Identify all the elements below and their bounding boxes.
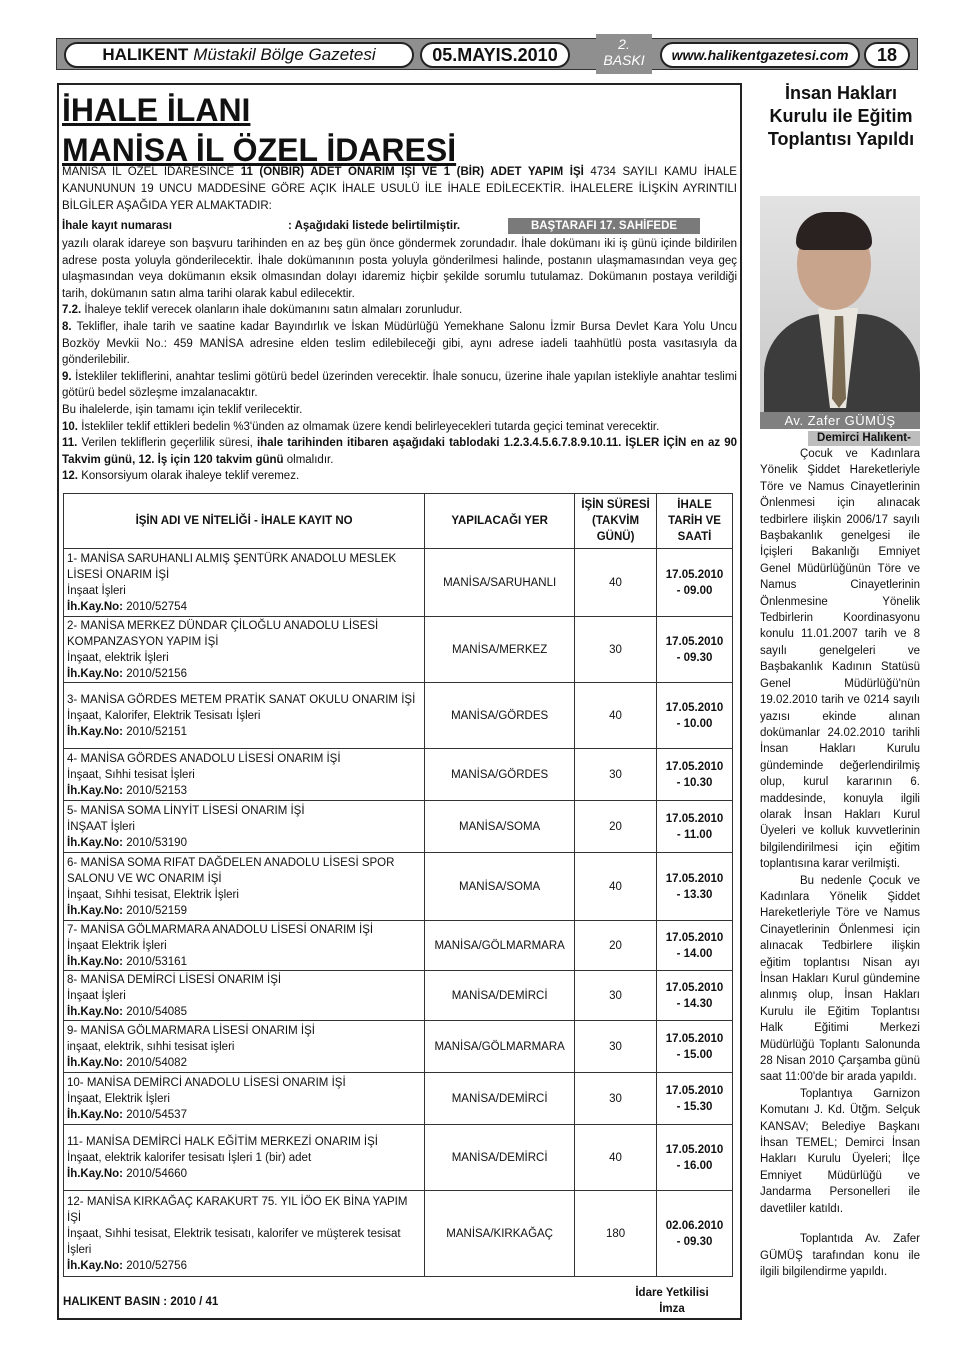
tender-date: 17.05.2010 [665,701,724,714]
job-type: İnşaat, Sıhhi tesisat, Elektrik İşleri [67,888,239,901]
kayit-value: : Aşağıdaki listede belirtilmiştir. [288,220,461,232]
photo-hair [796,212,872,250]
job-name: MANİSA SARUHANLI ALMIŞ ŞENTÜRK ANADOLU MESLEK LİSESİ ONARIM İŞİ [67,552,397,581]
job-duration: 30 [575,1021,657,1073]
edition-badge [596,34,652,74]
job-date-cell [657,1021,733,1073]
job-cell [64,1191,425,1277]
clause-text: İstekliler teklif ettikleri bedelin %3'ünden az olmamak üzere kendi belirleyecekleri tutarda geçici teminat verecektir. [78,420,660,433]
job-date-cell [657,853,733,921]
clause-text: İstekliler tekliflerini, anahtar teslimi götürü bedel üzerinden verecektir. İhale sonucu, üzerine ihale yapılan istekliyle anahtar teslimi götürü bedel sözleşme imzalanacaktır. [62,370,737,400]
job-place: MANİSA/GÖRDES [425,683,575,749]
body-p8 [62,468,737,485]
kayit-no: 2010/54082 [126,1056,187,1069]
job-cell [64,749,425,801]
table-header-row [64,494,733,549]
clause-text: Konsorsiyum olarak ihaleye teklif veremez. [78,470,300,483]
kayit-no-label: İh.Kay.No: [67,904,124,917]
tender-time: - 09.00 [676,584,713,597]
kayit-no: 2010/54660 [126,1167,187,1180]
job-place: MANİSA/DEMİRCİ [425,971,575,1021]
job-number: 10- [67,1076,84,1089]
tender-time: - 09.30 [676,651,713,664]
intro-a: MANİSA İL ÖZEL İDARESİNCE [62,166,241,178]
kayit-no-label: İh.Kay.No: [67,667,124,680]
table-row [64,971,733,1021]
job-duration: 20 [575,801,657,853]
job-type: İnşaat, Elektrik İşleri [67,1092,170,1105]
job-duration: 30 [575,1073,657,1125]
paper-name-bold: HALIKENT [102,45,189,64]
job-number: 2- [67,619,78,632]
clause-text: olmalıdır. [283,453,334,466]
kayit-no-label: İh.Kay.No: [67,1108,124,1121]
job-number: 4- [67,752,78,765]
tender-date: 17.05.2010 [665,1032,724,1045]
kayit-no: 2010/52756 [126,1259,187,1272]
job-number: 8- [67,973,78,986]
job-cell [64,1073,425,1125]
article-p1: Çocuk ve Kadınlara Yönelik Şiddet Hareketleriyle Töre ve Namus Cinayetlerinin Önlenmesi için alınacak tedbirlere ilişkin 2006/17 sayılı Başbakanlık genelgesi ile İçişleri Bakanlığı Emniyet Genel Müdürlüğünün Töre ve Namus Cinayetlerinin Önlenmesine Yönelik Tedbirlerin Koordinasyonu konulu 11.01.2007 tarih ve 8 sayılı genelgeleri ve Başbakanlık Kadının Statüsü Genel Müdürlüğü'nün 19.02.2010 tarih ve 0214 sayılı yazısı ekinde alınan dokümanlar 24.02.2010 tarihli İnsan Hakları Kurulu gündeminde değerlendirilmiş olup, kurul kararının 6. maddesinde, konuyla ilgili olarak İnsan Hakları Kurul Üyeleri ve kolluk kuvvetlerinin bilgilendirilmesi için eğitim toplantısına karar verilmişti. [760,448,920,871]
signature-label: İmza [659,1303,685,1315]
job-place: MANİSA/GÖRDES [425,749,575,801]
tender-date: 17.05.2010 [665,568,724,581]
job-duration: 30 [575,749,657,801]
body-p5: Bu ihalelerde, işin tamamı için teklif verilecektir. [62,403,303,416]
kayit-no-label: İh.Kay.No: [67,836,124,849]
job-type: inşaat, elektrik, sıhhi tesisat işleri [67,1040,235,1053]
job-place: MANİSA/DEMİRCİ [425,1125,575,1191]
job-cell [64,853,425,921]
kayit-no-label: İh.Kay.No: [67,1259,124,1272]
tender-date: 17.05.2010 [665,760,724,773]
article-headline: İnsan Hakları Kurulu ile Eğitim Toplantısı Yapıldı [767,83,915,149]
clause-num: 11. [62,437,78,450]
announcement-title [62,90,456,170]
website-url: www.halikentgazetesi.com [660,42,860,68]
col-header-name: İŞİN ADI VE NİTELİĞİ - İHALE KAYIT NO [64,494,425,549]
job-cell [64,1021,425,1073]
job-date-cell [657,549,733,617]
tender-date: 17.05.2010 [665,981,724,994]
clause-bold: ihale tarihinden itibaren aşağıdaki tablodaki 1.2.3.4.5.6.7.8.9.10.11. İŞLER İÇİN en az 90 Takvim günü, 12. İş için 120 takvim günü [62,437,737,466]
edition-label: BASKI [603,52,645,68]
portrait-photo [760,196,920,414]
tender-date: 17.05.2010 [665,931,724,944]
kayit-no: 2010/52153 [126,784,187,797]
tender-date: 02.06.2010 [665,1219,724,1232]
tender-table [63,493,733,1277]
kayit-no-label: İh.Kay.No: [67,1056,124,1069]
announcement-body [62,236,737,485]
job-type: İnşaat, Kalorifer, Elektrik Tesisatı İşleri [67,709,261,722]
job-type: İnşaat Elektrik İşleri [67,939,167,952]
tender-date: 17.05.2010 [665,635,724,648]
job-name: MANİSA GÖLMARMARA LİSESİ ONARIM İŞİ [80,1024,315,1037]
clause-text: Teklifler, ihale tarih ve saatine kadar Bayındırlık ve İskan Müdürlüğü Yemekhane Salonu İzmir Bursa Devlet Kara Yolu Uncu Bozköy Mevkii No.: 459 MANİSA adresine elden teslim edilebileceği gibi, aynı adrese iadeli taahhütlü posta vasıtasıyla da gönderilebilir. [62,320,737,367]
job-date-cell [657,801,733,853]
kayit-no-label: İh.Kay.No: [67,725,124,738]
job-number: 5- [67,804,78,817]
clause-num: 12. [62,470,78,483]
job-cell [64,971,425,1021]
clause-text: Verilen tekliflerin geçerlilik süresi, [77,437,257,450]
press-reference: HALIKENT BASIN : 2010 / 41 [63,1296,219,1308]
tender-time: - 16.00 [676,1159,713,1172]
job-name: MANİSA GÖRDES METEM PRATİK SANAT OKULU ONARIM İŞİ [80,693,416,706]
job-cell [64,921,425,971]
masthead [56,34,918,74]
job-duration: 40 [575,683,657,749]
kayit-no-label: İh.Kay.No: [67,1005,124,1018]
kayit-no: 2010/52754 [126,600,187,613]
tender-time: - 10.00 [676,717,713,730]
tender-time: - 14.00 [676,947,713,960]
tender-date: 17.05.2010 [665,1084,724,1097]
col-header-duration: İŞİN SÜRESİ (TAKVİM GÜNÜ) [575,494,657,549]
job-type: İNŞAAT İşleri [67,820,135,833]
kayit-label: İhale kayıt numarası [62,220,172,232]
tender-time: - 11.00 [676,828,713,841]
job-place: MANİSA/GÖLMARMARA [425,921,575,971]
body-p2 [62,302,737,319]
table-row [64,1021,733,1073]
kayit-no: 2010/52151 [126,725,187,738]
job-date-cell [657,921,733,971]
table-row [64,749,733,801]
kayit-no: 2010/53161 [126,955,187,968]
table-row [64,1125,733,1191]
job-place: MANİSA/SOMA [425,853,575,921]
job-type: İnşaat, elektrik İşleri [67,651,169,664]
job-name: MANİSA GÖRDES ANADOLU LİSESİ ONARIM İŞİ [80,752,341,765]
kayit-no-label: İh.Kay.No: [67,600,124,613]
job-cell [64,617,425,683]
tender-date: 17.05.2010 [665,812,724,825]
table-body [64,549,733,1277]
paper-name [64,42,414,68]
body-p7 [62,435,737,468]
tender-time: - 14.30 [676,997,713,1010]
col-header-date: İHALE TARİH VE SAATİ [657,494,733,549]
clause-text: İhaleye teklif verecek olanların ihale dokümanını satın almaları zorunludur. [81,304,463,317]
kayit-no-label: İh.Kay.No: [67,784,124,797]
job-place: MANİSA/KIRKAĞAÇ [425,1191,575,1277]
tender-time: - 10.30 [676,776,713,789]
table-row [64,1191,733,1277]
signature-block [620,1285,724,1317]
signature-title: İdare Yetkilisi [635,1287,709,1299]
clause-num: 10. [62,420,78,433]
article-p2: Bu nedenle Çocuk ve Kadınlara Yönelik Şiddet Hareketleriyle Töre ve Namus Cinayetlerinin Önlenmesi için alınacak Tedbirlere ilişkin eğitim toplantısı Nisan ayı İnsan Hakları Kurul gündemine alınmış olup, İnsan Hakları Kurulu ile Eğitim Toplantısı Halk Eğitimi Merkezi Müdürlüğü Toplantı Salonunda 28 Nisan 2010 Çarşamba günü saat 11:00'de bir arada yapıldı. [760,874,920,1084]
tender-time: - 15.00 [676,1048,713,1061]
job-place: MANİSA/GÖLMARMARA [425,1021,575,1073]
job-cell [64,549,425,617]
job-date-cell [657,1073,733,1125]
job-duration: 180 [575,1191,657,1277]
job-duration: 20 [575,921,657,971]
kayit-no-label: İh.Kay.No: [67,955,124,968]
kayit-no: 2010/52156 [126,667,187,680]
job-cell [64,683,425,749]
issue-date: 05.MAYIS.2010 [420,42,570,68]
kayit-no: 2010/52159 [126,904,187,917]
job-place: MANİSA/MERKEZ [425,617,575,683]
job-name: MANİSA MERKEZ DÜNDAR ÇİLOĞLU ANADOLU LİSESİ KOMPANZASYON YAPIM İŞİ [67,619,379,648]
job-cell [64,1125,425,1191]
job-duration: 40 [575,549,657,617]
tender-time: - 09.30 [676,1235,713,1248]
col-header-place: YAPILACAĞI YER [425,494,575,549]
job-type: İnşaat, Sıhhi tesisat, Elektrik tesisatı, kalorifer ve müşterek tesisat İşleri [67,1227,401,1256]
job-type: İnşaat, Sıhhi tesisat İşleri [67,768,195,781]
job-place: MANİSA/SOMA [425,801,575,853]
job-type: İnşaat İşleri [67,989,126,1002]
job-duration: 30 [575,971,657,1021]
table-row [64,1073,733,1125]
clause-num: 8. [62,320,72,333]
kayit-no: 2010/54537 [126,1108,187,1121]
job-date-cell [657,971,733,1021]
body-p3 [62,319,737,369]
job-type: İnşaat, elektrik kalorifer tesisatı İşleri 1 (bir) adet [67,1151,312,1164]
paper-subtitle: Müstakil Bölge Gazetesi [193,45,376,64]
job-date-cell [657,1191,733,1277]
intro-b: 11 (ONBİR) ADET ONARIM İŞİ VE 1 (BİR) ADET YAPIM İŞİ [240,166,584,178]
job-date-cell [657,749,733,801]
job-place: MANİSA/DEMİRCİ [425,1073,575,1125]
job-name: MANİSA SOMA RIFAT DAĞDELEN ANADOLU LİSESİ SPOR SALONU VE WC ONARIM İŞİ [67,856,395,885]
article-p3: Toplantıya Garnizon Komutanı J. Kd. Ütğm. Selçuk KANSAV; Belediye Başkanı İhsan TEMEL; Demirci İnsan Hakları Kurulu Üyeleri; İlçe Emniyet Müdürlüğü ve Jandarma Personelleri ile davetliler katıldı. [760,1087,920,1215]
job-date-cell [657,1125,733,1191]
job-duration: 30 [575,617,657,683]
table-row [64,801,733,853]
clause-num: 9. [62,370,72,383]
table-row [64,617,733,683]
body-p1: yazılı olarak idareye son başvuru tarihinden en az beş gün önce göndermek zorundadır. İhale dokümanı iki iş günü içinde bildirilen adrese posta yoluyla gönderilecektir. İhale dokümanının posta yoluyla gönderilmesi halinde, postanın ulaşmamasından veya geç ulaşmasından veya dokümanın eksik olmasından dolayı idaremiz hiçbir şekilde sorumlu tutulamaz. Dokümanın postaya verildiği tarih, dokümanın satın alma tarihi olarak kabul edilecektir. [62,238,737,300]
job-number: 9- [67,1024,78,1037]
job-cell [64,801,425,853]
tender-time: - 13.30 [676,888,713,901]
table-row [64,853,733,921]
continued-badge: BAŞTARAFI 17. SAHİFEDE [508,218,700,234]
job-number: 6- [67,856,78,869]
page-number: 18 [864,42,910,68]
kayit-no: 2010/53190 [126,836,187,849]
kayit-no: 2010/54085 [126,1005,187,1018]
job-duration: 40 [575,853,657,921]
article-dateline: Demirci Halıkent- [808,431,920,446]
job-place: MANİSA/SARUHANLI [425,549,575,617]
job-number: 11- [67,1135,83,1148]
title-line-2: MANİSA İL ÖZEL İDARESİ [62,132,457,168]
article-body [760,446,920,1280]
job-number: 3- [67,693,78,706]
job-number: 12- [67,1195,84,1208]
tender-time: - 15.30 [676,1100,713,1113]
table-row [64,921,733,971]
job-name: MANİSA DEMİRCİ LİSESİ ONARIM İŞİ [80,973,282,986]
tender-date: 17.05.2010 [665,872,724,885]
photo-caption: Av. Zafer GÜMÜŞ [760,412,920,429]
edition-number: 2. [618,36,630,52]
job-name: MANİSA KIRKAĞAÇ KARAKURT 75. YIL İÖO EK BİNA YAPIM İŞİ [67,1195,408,1224]
table-row [64,683,733,749]
clause-num: 7.2. [62,304,82,317]
kayit-no-label: İh.Kay.No: [67,1167,124,1180]
job-name: MANİSA DEMİRCİ HALK EĞİTİM MERKEZİ ONARIM İŞİ [85,1135,378,1148]
job-date-cell [657,617,733,683]
job-type: İnşaat İşleri [67,584,126,597]
job-number: 7- [67,923,78,936]
body-p4 [62,369,737,402]
body-p6 [62,419,737,436]
job-name: MANİSA GÖLMARMARA ANADOLU LİSESİ ONARIM İŞİ [80,923,374,936]
tender-date: 17.05.2010 [665,1143,724,1156]
job-date-cell [657,683,733,749]
article-p4: Toplantıda Av. Zafer GÜMÜŞ tarafından konu ile ilgili bilgilendirme yapıldı. [760,1233,920,1278]
intro-paragraph [62,164,737,215]
job-name: MANİSA SOMA LİNYİT LİSESİ ONARIM İŞİ [80,804,305,817]
intro-c: 4734 SAYILI KAMU İHALE KANUNUNUN 19 UNCU MADDESİNE GÖRE AÇIK İHALE USULÜ İLE İHALE EDİLECEKTİR. İHALELERE İLİŞKİN AYRINTILI BİLGİLER AŞAĞIDA YER ALMAKTADIR: [62,166,737,212]
title-line-1: İHALE İLANI [62,92,251,128]
job-name: MANİSA DEMİRCİ ANADOLU LİSESİ ONARIM İŞİ [86,1076,346,1089]
job-number: 1- [67,552,78,565]
table-row [64,549,733,617]
job-duration: 40 [575,1125,657,1191]
